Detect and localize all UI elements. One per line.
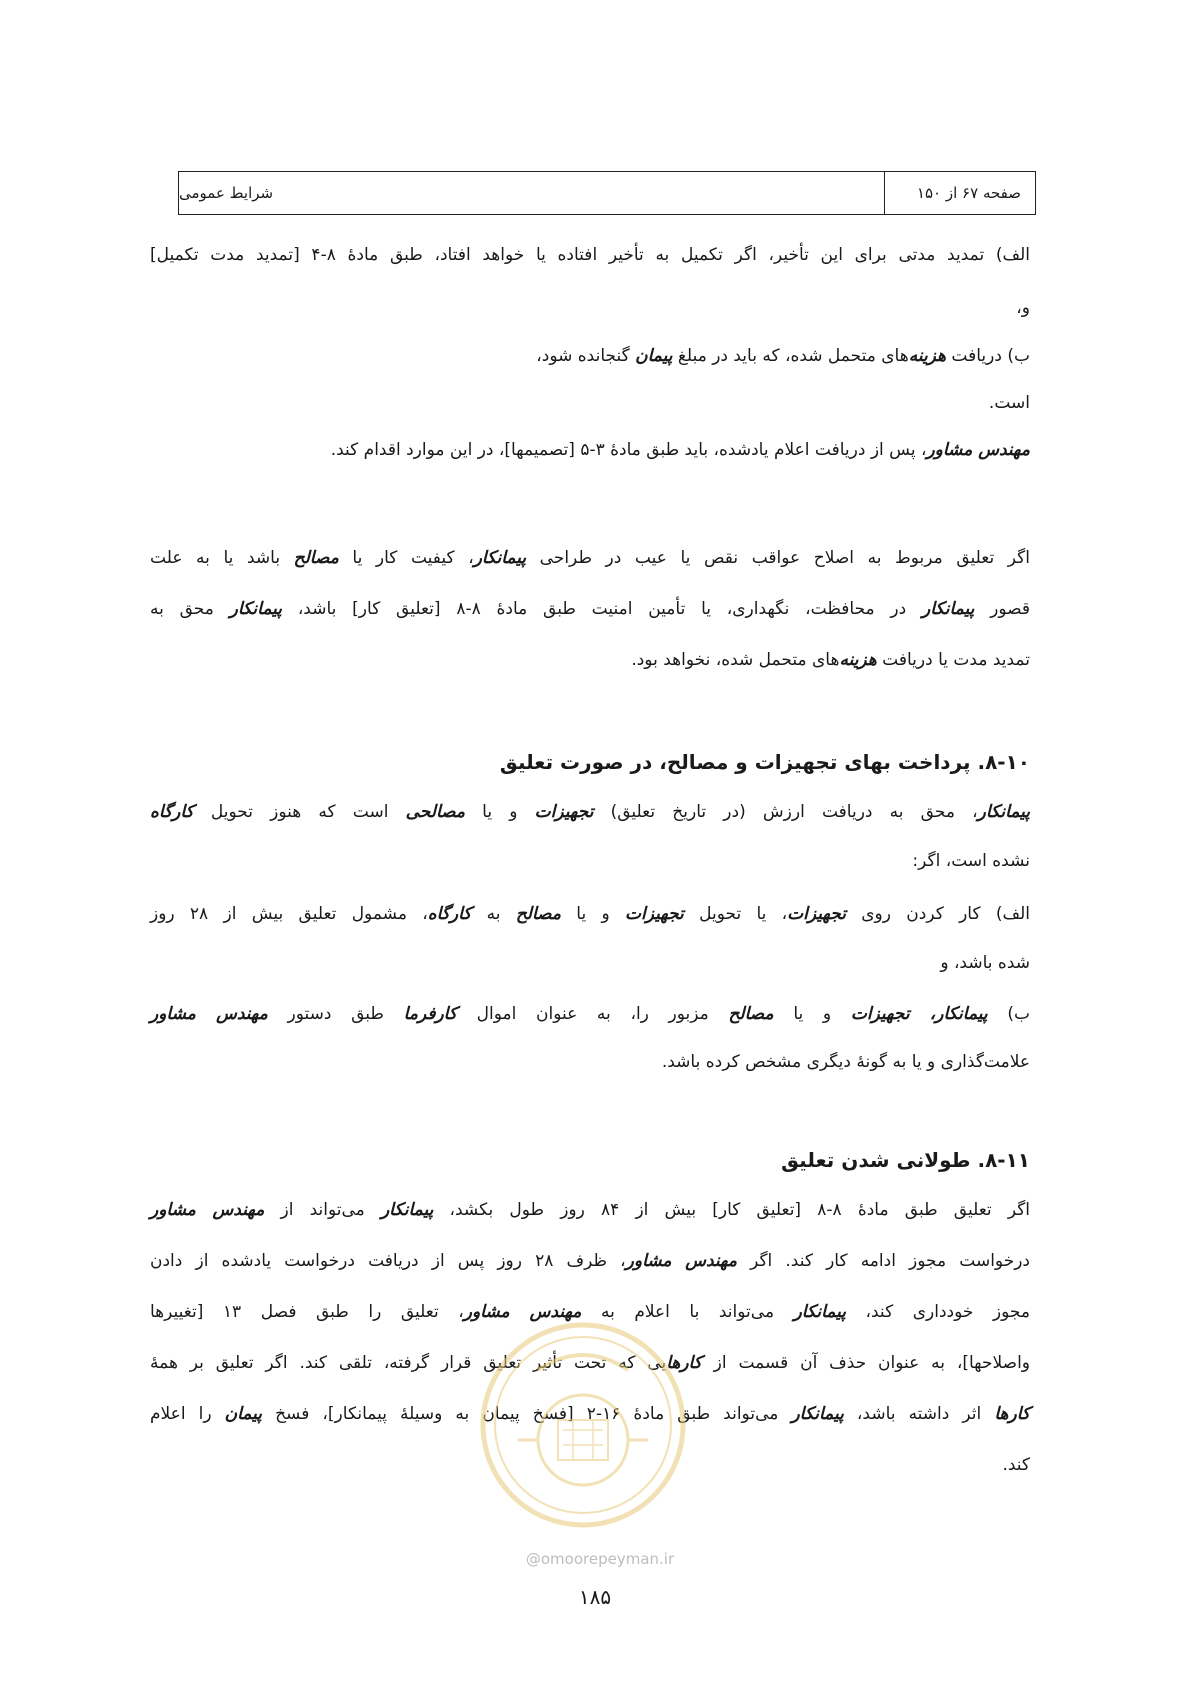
text: ، تعلیق را طبق فصل ۱۳ [تغییرها [150, 1302, 464, 1322]
text: ‌های متحمل شده، نخواهد بود. [631, 650, 840, 670]
keyword: پیمانکار [793, 1302, 846, 1322]
para2-line3 [150, 650, 1030, 670]
text: اگر تعلیق مربوط به اصلاح عواقب نقص یا عیب در طراحی [526, 548, 1030, 568]
text: محق به [150, 599, 230, 619]
keyword: کارگاه [427, 904, 472, 924]
text: واصلاحها]، به عنوان حذف آن قسمت از [701, 1353, 1031, 1373]
text: ب) [987, 1004, 1030, 1024]
keyword: مهندس مشاور [926, 440, 1030, 460]
keyword: پیمان [224, 1404, 262, 1424]
keyword: مصالح [293, 548, 339, 568]
section10-line5 [150, 1004, 1030, 1024]
watermark-site: @omoorepeyman.ir [525, 1550, 675, 1568]
para1-line1: الف) تمدید مدتی برای این تأخیر، اگر تکمیل به تأخیر افتاده یا خواهد افتاد، طبق مادهٔ ۸-۴ [تمدید مدت تکمیل] [150, 245, 1030, 265]
text: را اعلام [150, 1404, 225, 1424]
section11-line1 [150, 1200, 1030, 1220]
keyword: پیمانکار [473, 548, 527, 568]
section10-line4: شده باشد، و [940, 953, 1030, 973]
text: ، مشمول تعلیق بیش از ۲۸ روز [150, 904, 428, 924]
para2-line2 [150, 599, 1030, 619]
keyword: پیمان [635, 346, 673, 366]
header-title: شرایط عمومی [179, 184, 274, 202]
keyword: کارگاه [150, 802, 194, 822]
text: در محافظت، نگهداری، یا تأمین امنیت طبق مادهٔ ۸-۸ [تعلیق کار] باشد، [282, 599, 922, 619]
header-page-cell [884, 172, 1035, 214]
para1-line5 [150, 440, 1030, 460]
keyword: مهندس مشاور [463, 1302, 582, 1322]
keyword: کارها [994, 1404, 1030, 1424]
para2-line1 [150, 548, 1030, 568]
keyword: پیمانکار [921, 599, 975, 619]
text: مجوز خودداری کند، [845, 1302, 1030, 1322]
section-10-heading: ۸-۱۰. پرداخت بهای تجهیزات و مصالح، در صورت تعلیق [499, 750, 1030, 774]
text: می‌تواند طبق مادهٔ ۱۶-۲ [فسخ پیمان به وسیلهٔ پیمانکار]، فسخ [262, 1404, 792, 1424]
keyword: پیمانکار [977, 802, 1030, 822]
section11-line6: کند. [1002, 1455, 1030, 1475]
text: ‌های متحمل شده، که باید در مبلغ [672, 346, 909, 366]
section10-line3 [150, 904, 1030, 924]
keyword: تجهیزات [625, 904, 684, 924]
keyword: پیمانکار [791, 1404, 844, 1424]
text: و یا [561, 904, 626, 924]
watermark-seal-icon [478, 1320, 688, 1530]
text: ، ظرف ۲۸ روز پس از دریافت درخواست یادشده از دادن [150, 1251, 626, 1271]
keyword: هزینه [908, 346, 947, 366]
header-title-cell [179, 172, 884, 214]
page-header [178, 171, 1036, 215]
keyword: مصالحی [405, 802, 465, 822]
text: ، پس از دریافت اعلام یادشده، باید طبق مادهٔ ۳-۵ [تصمیمها]، در این موارد اقدام کند. [330, 440, 927, 460]
text: به [471, 904, 516, 924]
para1-line4: است. [988, 393, 1030, 413]
section10-line2: نشده است، اگر: [912, 851, 1030, 871]
text: اثر داشته باشد، [843, 1404, 995, 1424]
keyword: مهندس مشاور [625, 1251, 737, 1271]
keyword: پیمانکار، تجهیزات [850, 1004, 988, 1024]
section11-line3 [150, 1302, 1030, 1322]
text: گنجانده شود، [536, 346, 636, 366]
keyword: پیمانکار [380, 1200, 434, 1220]
keyword: مهندس مشاور [150, 1200, 265, 1220]
text: ، کیفیت کار یا [338, 548, 474, 568]
text: می‌تواند از [264, 1200, 381, 1220]
text: طبق دستور [267, 1004, 404, 1024]
text: درخواست مجوز ادامه کار کند. اگر [736, 1251, 1030, 1271]
page-number: ۱۸۵ [578, 1585, 612, 1609]
keyword: هزینه [839, 650, 877, 670]
text: می‌تواند با اعلام به [581, 1302, 794, 1322]
keyword: کارفرما [403, 1004, 457, 1024]
keyword: مهندس مشاور [150, 1004, 268, 1024]
text: ب) دریافت [946, 346, 1030, 366]
text: قصور [974, 599, 1031, 619]
text: و یا [464, 802, 535, 822]
section-11-heading: ۸-۱۱. طولانی شدن تعلیق [781, 1148, 1030, 1172]
keyword: پیمانکار [229, 599, 283, 619]
keyword: تجهیزات [787, 904, 846, 924]
keyword: تجهیزات [534, 802, 594, 822]
section10-line1 [150, 802, 1030, 822]
text: ، یا تحویل [683, 904, 788, 924]
text: ، محق به دریافت ارزش (در تاریخ تعلیق) [593, 802, 978, 822]
section10-line6: علامت‌گذاری و یا به گونهٔ دیگری مشخص کرده باشد. [661, 1052, 1030, 1072]
keyword: مصالح [515, 904, 562, 924]
text: و یا [773, 1004, 851, 1024]
header-page-info: صفحه ۶۷ از ۱۵۰ [916, 184, 1021, 202]
text: باشد یا به علت [150, 548, 294, 568]
text: تمدید مدت یا دریافت [876, 650, 1030, 670]
text: الف) کار کردن روی [845, 904, 1030, 924]
text: یی که تحت تأثیر تعلیق قرار گرفته، تلقی کند. اگر تعلیق بر همهٔ [150, 1353, 667, 1373]
text: مزبور را، به عنوان اموال [456, 1004, 729, 1024]
keyword: کارها [666, 1353, 702, 1373]
para1-line3 [150, 346, 1030, 366]
text: است که هنوز تحویل [193, 802, 406, 822]
text: اگر تعلیق طبق مادهٔ ۸-۸ [تعلیق کار] بیش از ۸۴ روز طول بکشد، [433, 1200, 1031, 1220]
section11-line2 [150, 1251, 1030, 1271]
para1-line2: و، [1016, 298, 1030, 318]
keyword: مصالح [728, 1004, 774, 1024]
